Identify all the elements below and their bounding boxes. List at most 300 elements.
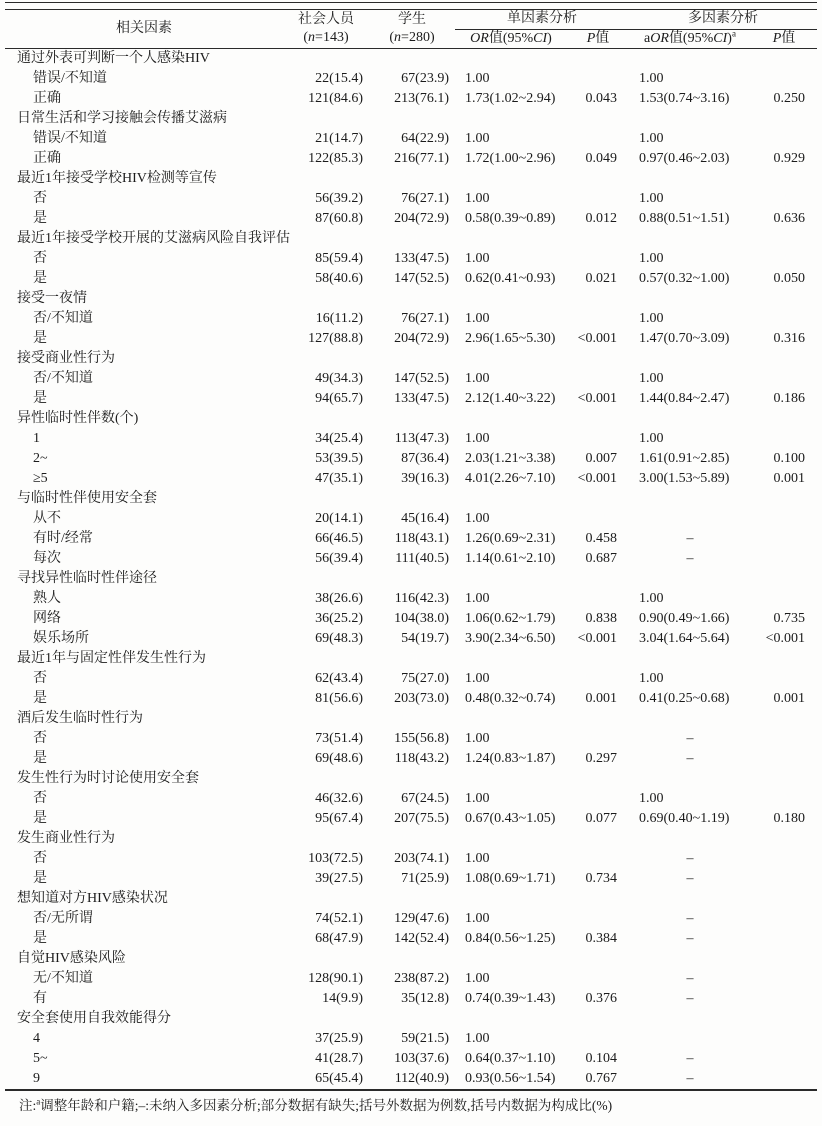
row-label: 是 <box>33 270 47 286</box>
cell-p-uni: 0.767 <box>585 1070 617 1086</box>
cell-aor: – <box>686 910 694 926</box>
cell-or: 1.14(0.61~2.10) <box>465 550 556 566</box>
cell-or: 0.67(0.43~1.05) <box>465 810 556 826</box>
cell-student: 54(19.7) <box>401 630 449 646</box>
table-row <box>5 969 817 989</box>
cell-aor: 1.53(0.74~3.16) <box>639 90 730 106</box>
cell-social: 69(48.3) <box>315 630 363 646</box>
cell-social: 37(25.9) <box>315 1030 363 1046</box>
category-row <box>5 949 817 969</box>
footnote-text: 调整年龄和户籍;–:未纳入多因素分析;部分数据有缺失;括号外数据为例数,括号内数据为构成比(%) <box>40 1097 613 1113</box>
cell-or: 1.72(1.00~2.96) <box>465 150 556 166</box>
cell-p-multi: 0.100 <box>773 450 805 466</box>
col-header-social <box>283 10 369 48</box>
category-row <box>5 569 817 589</box>
cell-student: 104(38.0) <box>394 610 449 626</box>
cell-aor: 1.00 <box>639 370 664 386</box>
row-label: 否 <box>33 670 47 686</box>
cell-student: 129(47.6) <box>394 910 449 926</box>
cell-p-multi <box>751 1069 817 1090</box>
cell-social: 22(15.4) <box>315 70 363 86</box>
cell-social: 69(48.6) <box>315 750 363 766</box>
cell-aor: 3.00(1.53~5.89) <box>639 470 730 486</box>
category-label: 与临时性伴使用安全套 <box>17 490 157 506</box>
row-label: 是 <box>33 810 47 826</box>
table-row <box>5 249 817 269</box>
cell-aor: 1.00 <box>639 790 664 806</box>
cell-or: 2.03(1.21~3.38) <box>465 450 556 466</box>
row-label: ≥5 <box>33 470 48 486</box>
cell-or: 1.00 <box>465 370 490 386</box>
cell-p-uni <box>567 589 629 609</box>
cell-p-multi <box>751 69 817 89</box>
cell-social: 20(14.1) <box>315 510 363 526</box>
cell-aor: 1.44(0.84~2.47) <box>639 390 730 406</box>
table-row <box>5 89 817 109</box>
table-row <box>5 529 817 549</box>
cell-student: 87(36.4) <box>401 450 449 466</box>
cell-student: 118(43.2) <box>394 750 449 766</box>
cell-aor: 1.00 <box>639 250 664 266</box>
cell-or: 1.00 <box>465 250 490 266</box>
table-row <box>5 589 817 609</box>
row-label: 每次 <box>33 550 61 566</box>
cell-or: 4.01(2.26~7.10) <box>465 470 556 486</box>
cell-social: 38(26.6) <box>315 590 363 606</box>
cell-aor: 0.69(0.40~1.19) <box>639 810 730 826</box>
cell-student: 111(40.5) <box>395 550 449 566</box>
cell-student: 64(22.9) <box>401 130 449 146</box>
cell-social: 81(56.6) <box>315 690 363 706</box>
col-header-or: OR值(95%CI) <box>455 29 567 48</box>
cell-student: 39(16.3) <box>401 470 449 486</box>
table-row <box>5 1049 817 1069</box>
cell-student: 216(77.1) <box>394 150 449 166</box>
row-label: 是 <box>33 750 47 766</box>
footnote-prefix: 注: <box>19 1097 37 1113</box>
row-label: 无/不知道 <box>33 970 93 986</box>
category-row <box>5 709 817 729</box>
cell-or: 1.00 <box>465 310 490 326</box>
cell-aor: 0.90(0.49~1.66) <box>639 610 730 626</box>
row-label: 是 <box>33 210 47 226</box>
category-row <box>5 489 817 509</box>
cell-p-uni: 0.838 <box>585 610 617 626</box>
cell-p-uni: <0.001 <box>577 390 617 406</box>
category-label: 寻找异性临时性伴途径 <box>17 570 157 586</box>
cell-aor: 1.47(0.70~3.09) <box>639 330 730 346</box>
cell-social: 56(39.2) <box>315 190 363 206</box>
cell-p-multi <box>751 369 817 389</box>
row-label: 是 <box>33 330 47 346</box>
cell-student: 142(52.4) <box>394 930 449 946</box>
cell-p-multi <box>751 529 817 549</box>
cell-p-uni <box>567 429 629 449</box>
analysis-table <box>5 10 817 1091</box>
table-header <box>5 10 817 48</box>
category-label: 异性临时性伴数(个) <box>17 410 139 426</box>
cell-p-multi <box>751 869 817 889</box>
table-row <box>5 369 817 389</box>
cell-or: 1.00 <box>465 730 490 746</box>
cell-p-uni: <0.001 <box>577 330 617 346</box>
cell-or: 2.12(1.40~3.22) <box>465 390 556 406</box>
cell-aor: – <box>686 930 694 946</box>
table-row <box>5 849 817 869</box>
cell-p-uni: 0.077 <box>585 810 617 826</box>
col-group-multivariate: 多因素分析 <box>629 10 817 29</box>
table-row <box>5 469 817 489</box>
cell-p-uni <box>567 509 629 529</box>
cell-student: 204(72.9) <box>394 330 449 346</box>
cell-p-uni <box>567 669 629 689</box>
cell-p-uni: 0.007 <box>585 450 617 466</box>
cell-p-uni <box>567 789 629 809</box>
col-group-univariate: 单因素分析 <box>455 10 629 29</box>
cell-or: 1.00 <box>465 910 490 926</box>
cell-student: 147(52.5) <box>394 370 449 386</box>
category-label: 接受一夜情 <box>17 290 87 306</box>
cell-student: 59(21.5) <box>401 1030 449 1046</box>
cell-student: 113(47.3) <box>394 430 449 446</box>
cell-p-uni: 0.043 <box>585 90 617 106</box>
row-label: 否/不知道 <box>33 310 93 326</box>
cell-student: 67(23.9) <box>401 70 449 86</box>
cell-aor: 1.00 <box>639 430 664 446</box>
cell-student: 76(27.1) <box>401 310 449 326</box>
category-label: 酒后发生临时性行为 <box>17 710 143 726</box>
cell-p-uni <box>567 189 629 209</box>
cell-social: 34(25.4) <box>315 430 363 446</box>
row-label: 错误/不知道 <box>33 70 107 86</box>
cell-student: 118(43.1) <box>394 530 449 546</box>
cell-p-multi: 0.929 <box>773 150 805 166</box>
cell-aor: 0.41(0.25~0.68) <box>639 690 730 706</box>
cell-student: 112(40.9) <box>394 1070 449 1086</box>
cell-or: 0.48(0.32~0.74) <box>465 690 556 706</box>
cell-social: 121(84.6) <box>308 90 363 106</box>
cell-p-uni: 0.297 <box>585 750 617 766</box>
cell-p-uni: 0.001 <box>585 690 617 706</box>
cell-p-multi: 0.001 <box>773 690 805 706</box>
cell-social: 16(11.2) <box>315 310 363 326</box>
table-row <box>5 309 817 329</box>
cell-p-multi <box>751 909 817 929</box>
category-row <box>5 289 817 309</box>
footnote-superscript: a <box>36 1096 41 1106</box>
cell-aor: 1.00 <box>639 310 664 326</box>
cell-social: 74(52.1) <box>315 910 363 926</box>
table-row <box>5 669 817 689</box>
cell-p-multi: 0.250 <box>773 90 805 106</box>
cell-aor: 0.88(0.51~1.51) <box>639 210 730 226</box>
cell-student: 213(76.1) <box>394 90 449 106</box>
row-label: 否 <box>33 250 47 266</box>
row-label: 错误/不知道 <box>33 130 107 146</box>
cell-or: 1.00 <box>465 850 490 866</box>
cell-p-multi <box>751 749 817 769</box>
category-row <box>5 169 817 189</box>
cell-p-uni: 0.376 <box>585 990 617 1006</box>
cell-or: 0.62(0.41~0.93) <box>465 270 556 286</box>
cell-p-uni <box>567 1029 629 1049</box>
cell-student: 204(72.9) <box>394 210 449 226</box>
col-header-p-multi: P值 <box>751 29 817 48</box>
cell-social: 85(59.4) <box>315 250 363 266</box>
col-header-aor: aOR值$(95\%CI)^a$ <box>629 29 751 48</box>
category-label: 想知道对方HIV感染状况 <box>17 890 168 906</box>
table-footnote <box>5 1091 817 1115</box>
category-row <box>5 349 817 369</box>
row-label: 有 <box>33 990 47 1006</box>
table-row <box>5 689 817 709</box>
cell-p-multi <box>751 849 817 869</box>
category-label: 通过外表可判断一个人感染HIV <box>17 50 210 66</box>
cell-social: 65(45.4) <box>315 1070 363 1086</box>
category-label: 发生商业性行为 <box>17 830 115 846</box>
cell-social: 103(72.5) <box>308 850 363 866</box>
cell-p-uni: <0.001 <box>577 470 617 486</box>
row-label: 是 <box>33 870 47 886</box>
cell-student: 103(37.6) <box>394 1050 449 1066</box>
cell-aor: 1.00 <box>639 670 664 686</box>
cell-or: 1.00 <box>465 190 490 206</box>
row-label: 否 <box>33 850 47 866</box>
cell-p-uni <box>567 849 629 869</box>
cell-aor: – <box>686 750 694 766</box>
cell-social: 87(60.8) <box>315 210 363 226</box>
cell-social: 53(39.5) <box>315 450 363 466</box>
cell-aor: – <box>686 1050 694 1066</box>
cell-social: 95(67.4) <box>315 810 363 826</box>
category-label: 最近1年与固定性伴发生性行为 <box>17 650 206 666</box>
cell-social: 58(40.6) <box>315 270 363 286</box>
table-row <box>5 1029 817 1049</box>
category-label: 自觉HIV感染风险 <box>17 950 126 966</box>
cell-social: 62(43.4) <box>315 670 363 686</box>
cell-aor: – <box>686 970 694 986</box>
header-row-groups <box>5 10 817 29</box>
row-label: 4 <box>33 1030 40 1046</box>
cell-or: 0.64(0.37~1.10) <box>465 1050 556 1066</box>
cell-aor: 1.00 <box>639 590 664 606</box>
cell-p-uni <box>567 309 629 329</box>
cell-student: 203(73.0) <box>394 690 449 706</box>
cell-p-multi: <0.001 <box>765 630 805 646</box>
table-row <box>5 789 817 809</box>
cell-p-uni <box>567 969 629 989</box>
table-row <box>5 869 817 889</box>
cell-p-multi <box>751 189 817 209</box>
cell-social: 47(35.1) <box>315 470 363 486</box>
category-row <box>5 409 817 429</box>
cell-social: 41(28.7) <box>315 1050 363 1066</box>
cell-p-multi <box>751 1029 817 1049</box>
table-row <box>5 1069 817 1090</box>
cell-or: 1.06(0.62~1.79) <box>465 610 556 626</box>
cell-student: 147(52.5) <box>394 270 449 286</box>
cell-student: 133(47.5) <box>394 390 449 406</box>
cell-student: 35(12.8) <box>401 990 449 1006</box>
row-label: 否/不知道 <box>33 370 93 386</box>
cell-p-multi <box>751 509 817 529</box>
cell-p-multi <box>751 969 817 989</box>
table-row <box>5 269 817 289</box>
table-row <box>5 449 817 469</box>
cell-p-multi <box>751 249 817 269</box>
category-row <box>5 109 817 129</box>
cell-aor: – <box>686 1070 694 1086</box>
category-label: 最近1年接受学校开展的艾滋病风险自我评估 <box>17 230 290 246</box>
cell-social: 73(51.4) <box>315 730 363 746</box>
cell-social: 127(88.8) <box>308 330 363 346</box>
cell-p-multi: 0.735 <box>773 610 805 626</box>
cell-social: 56(39.4) <box>315 550 363 566</box>
cell-aor: – <box>686 990 694 1006</box>
cell-p-multi <box>751 309 817 329</box>
table-row <box>5 929 817 949</box>
cell-social: 122(85.3) <box>308 150 363 166</box>
table-row <box>5 989 817 1009</box>
cell-aor: 0.57(0.32~1.00) <box>639 270 730 286</box>
row-label: 网络 <box>33 610 61 626</box>
table-row <box>5 149 817 169</box>
cell-p-multi: 0.050 <box>773 270 805 286</box>
cell-p-uni <box>567 129 629 149</box>
cell-p-multi <box>751 429 817 449</box>
cell-p-multi <box>751 729 817 749</box>
cell-p-multi <box>751 929 817 949</box>
cell-student: 238(87.2) <box>394 970 449 986</box>
cell-or: 1.24(0.83~1.87) <box>465 750 556 766</box>
table-row <box>5 549 817 569</box>
row-label: 否 <box>33 190 47 206</box>
cell-p-uni: 0.384 <box>585 930 617 946</box>
cell-student: 133(47.5) <box>394 250 449 266</box>
cell-p-multi <box>751 989 817 1009</box>
cell-social: 94(65.7) <box>315 390 363 406</box>
cell-or: 1.00 <box>465 970 490 986</box>
table-row <box>5 209 817 229</box>
cell-aor: 1.61(0.91~2.85) <box>639 450 730 466</box>
cell-aor: 1.00 <box>639 190 664 206</box>
row-label: 是 <box>33 390 47 406</box>
cell-or: 1.08(0.69~1.71) <box>465 870 556 886</box>
table-top-rule <box>5 2 817 10</box>
cell-p-multi <box>751 129 817 149</box>
cell-student: 207(75.5) <box>394 810 449 826</box>
cell-or: 0.74(0.39~1.43) <box>465 990 556 1006</box>
cell-or: 3.90(2.34~6.50) <box>465 630 556 646</box>
cell-or: 1.00 <box>465 510 490 526</box>
cell-or: 1.26(0.69~2.31) <box>465 530 556 546</box>
cell-student: 203(74.1) <box>394 850 449 866</box>
cell-p-uni <box>567 249 629 269</box>
table-row <box>5 389 817 409</box>
cell-p-multi <box>751 789 817 809</box>
row-label: 2~ <box>33 450 48 466</box>
cell-student: 76(27.1) <box>401 190 449 206</box>
cell-student: 116(42.3) <box>394 590 449 606</box>
student-group-label: 学生 <box>398 11 426 27</box>
social-n-label: (n=143) <box>303 29 349 45</box>
category-row <box>5 889 817 909</box>
student-n-label: (n=280) <box>389 29 435 45</box>
row-label: 是 <box>33 930 47 946</box>
cell-p-uni: 0.012 <box>585 210 617 226</box>
cell-aor: 1.00 <box>639 70 664 86</box>
row-label: 娱乐场所 <box>33 630 89 646</box>
cell-social: 49(34.3) <box>315 370 363 386</box>
cell-or: 0.84(0.56~1.25) <box>465 930 556 946</box>
cell-or: 1.00 <box>465 430 490 446</box>
category-label: 日常生活和学习接触会传播艾滋病 <box>17 110 227 126</box>
cell-social: 46(32.6) <box>315 790 363 806</box>
table-row <box>5 749 817 769</box>
category-row <box>5 649 817 669</box>
cell-social: 66(46.5) <box>315 530 363 546</box>
cell-aor: – <box>686 850 694 866</box>
cell-or: 1.00 <box>465 670 490 686</box>
table-row <box>5 189 817 209</box>
cell-social: 39(27.5) <box>315 870 363 886</box>
cell-or: 1.00 <box>465 590 490 606</box>
table-row <box>5 629 817 649</box>
cell-p-multi <box>751 1049 817 1069</box>
table-row <box>5 509 817 529</box>
cell-p-uni <box>567 369 629 389</box>
cell-or: 1.00 <box>465 130 490 146</box>
category-label: 发生性行为时讨论使用安全套 <box>17 770 199 786</box>
table-row <box>5 69 817 89</box>
table-row <box>5 329 817 349</box>
cell-student: 155(56.8) <box>394 730 449 746</box>
table-row <box>5 609 817 629</box>
cell-or: 1.00 <box>465 70 490 86</box>
cell-social: 68(47.9) <box>315 930 363 946</box>
cell-aor: 3.04(1.64~5.64) <box>639 630 730 646</box>
table-row <box>5 729 817 749</box>
cell-p-uni <box>567 729 629 749</box>
row-label: 正确 <box>33 90 61 106</box>
cell-p-uni: 0.734 <box>585 870 617 886</box>
category-row <box>5 769 817 789</box>
category-label: 接受商业性行为 <box>17 350 115 366</box>
cell-aor: 0.97(0.46~2.03) <box>639 150 730 166</box>
col-header-p-uni: P值 <box>567 29 629 48</box>
category-label: 安全套使用自我效能得分 <box>17 1010 171 1026</box>
cell-aor <box>629 509 751 529</box>
category-row <box>5 229 817 249</box>
cell-aor: – <box>686 550 694 566</box>
cell-aor: – <box>686 730 694 746</box>
cell-or: 0.58(0.39~0.89) <box>465 210 556 226</box>
cell-social: 21(14.7) <box>315 130 363 146</box>
row-label: 否/无所谓 <box>33 910 93 926</box>
cell-student: 75(27.0) <box>401 670 449 686</box>
cell-or: 2.96(1.65~5.30) <box>465 330 556 346</box>
row-label: 9 <box>33 1070 40 1086</box>
row-label: 正确 <box>33 150 61 166</box>
cell-p-multi: 0.001 <box>773 470 805 486</box>
cell-p-uni: 0.021 <box>585 270 617 286</box>
cell-p-multi <box>751 589 817 609</box>
cell-social: 128(90.1) <box>308 970 363 986</box>
cell-p-uni: 0.458 <box>585 530 617 546</box>
cell-social: 36(25.2) <box>315 610 363 626</box>
cell-student: 71(25.9) <box>401 870 449 886</box>
cell-or: 1.00 <box>465 790 490 806</box>
